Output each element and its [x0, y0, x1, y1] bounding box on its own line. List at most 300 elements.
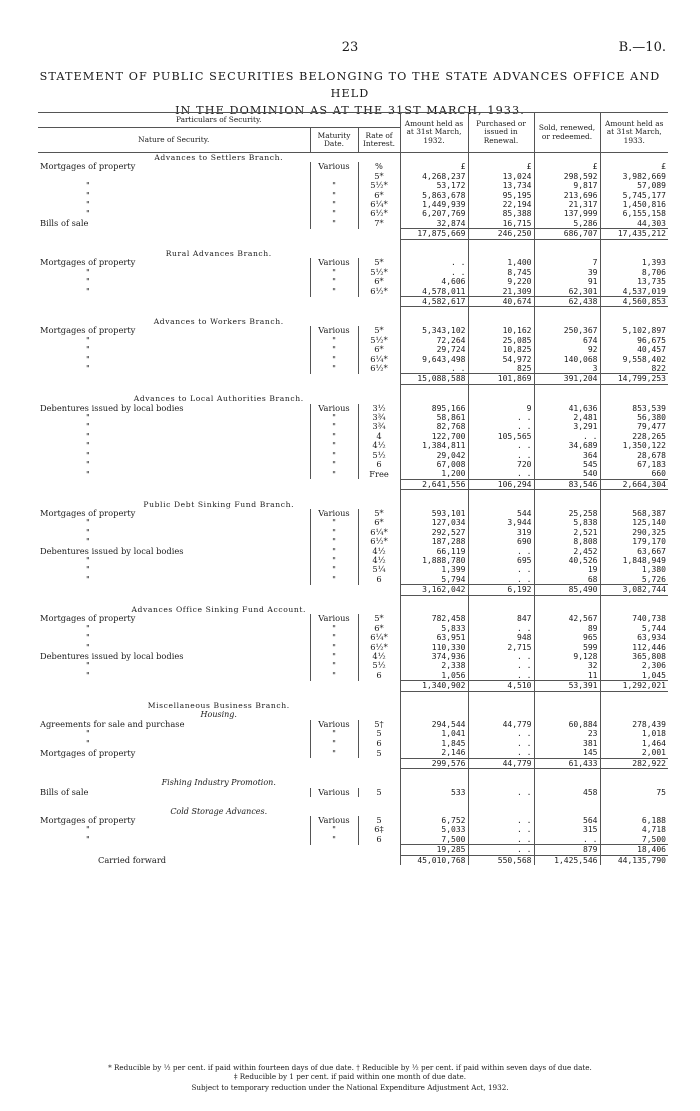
- maturity-date: Various: [310, 162, 358, 171]
- empty-cell: [468, 490, 534, 500]
- interest-rate: 5½: [358, 661, 400, 670]
- subtotal-held-1932: 4,582,617: [400, 297, 468, 307]
- sold-amount: 545: [534, 460, 600, 469]
- subtotal-held-1933: 14,799,253: [600, 374, 668, 384]
- table-row: [38, 643, 668, 652]
- table-row: [38, 413, 668, 422]
- security-name: ": [86, 267, 90, 277]
- empty-cell: [400, 691, 468, 701]
- spacer-row: [38, 490, 668, 500]
- empty-cell: [400, 239, 468, 249]
- empty-cell: [534, 249, 600, 258]
- section-heading: [38, 701, 668, 710]
- footnote-2: ‡ Reducible by 1 per cent. if paid within one month of due date.: [233, 1072, 467, 1081]
- subtotal-row: [38, 585, 668, 595]
- table-row: [38, 547, 668, 556]
- subtotal-label: [38, 585, 400, 595]
- footnote-3: Subject to temporary reduction under the National Expenditure Adjustment Act, 1932.: [191, 1083, 509, 1092]
- purchased-amount: 44,779: [468, 720, 534, 729]
- table-row: [38, 624, 668, 633]
- purchased-amount: . .: [468, 825, 534, 834]
- security-name: ": [86, 527, 90, 537]
- spacer-row: [38, 384, 668, 394]
- subtotal-held-1933: 3,082,744: [600, 585, 668, 595]
- title-line-1: STATEMENT OF PUBLIC SECURITIES BELONGING TO THE STATE ADVANCES OFFICE AND HELD: [39, 70, 661, 100]
- sold-amount: 298,592: [534, 172, 600, 181]
- maturity-date: Various: [310, 816, 358, 825]
- security-name: ": [86, 335, 90, 345]
- table-row: [38, 209, 668, 218]
- amount-held-1933: 1,380: [600, 565, 668, 574]
- amount-held-1933: 1,350,122: [600, 441, 668, 450]
- empty-cell: [534, 500, 600, 509]
- maturity-date: ": [310, 441, 358, 450]
- subtotal-held-1932: 1,340,902: [400, 681, 468, 691]
- table-row: [38, 219, 668, 229]
- empty-cell: [534, 710, 600, 719]
- empty-cell: [468, 153, 534, 163]
- amount-held-1933: 5,102,897: [600, 326, 668, 335]
- sold-amount: 5,838: [534, 518, 600, 527]
- amount-held-1933: 1,018: [600, 729, 668, 738]
- amount-held-1932: 1,384,811: [400, 441, 468, 450]
- maturity-date: ": [310, 277, 358, 286]
- section-heading: [38, 317, 668, 326]
- subtotal-row: [38, 297, 668, 307]
- table-row: [38, 432, 668, 441]
- document-reference: B.—10.: [618, 40, 666, 55]
- empty-cell: [534, 239, 600, 249]
- subtotal-sold: 62,438: [534, 297, 600, 307]
- empty-cell: [400, 317, 468, 326]
- section-heading: [38, 249, 668, 258]
- carried-forward-label: Carried forward: [98, 855, 167, 865]
- security-name: ": [86, 277, 90, 287]
- empty-cell: [534, 490, 600, 500]
- amount-held-1932: 67,008: [400, 460, 468, 469]
- empty-cell: [468, 605, 534, 614]
- empty-cell: [400, 768, 468, 778]
- amount-held-1932: 66,119: [400, 547, 468, 556]
- maturity-date: ": [310, 547, 358, 556]
- table-row: [38, 748, 668, 758]
- maturity-date: ": [310, 364, 358, 374]
- maturity-date: ": [310, 528, 358, 537]
- purchased-amount: 695: [468, 556, 534, 565]
- interest-rate: 5: [358, 729, 400, 738]
- security-name: Debentures issued by local bodies: [40, 403, 184, 413]
- purchased-amount: . .: [468, 652, 534, 661]
- amount-held-1932: 533: [400, 788, 468, 797]
- purchased-amount: . .: [468, 816, 534, 825]
- interest-rate: 4½: [358, 556, 400, 565]
- empty-cell: [534, 317, 600, 326]
- security-name: Mortgages of property: [40, 326, 136, 336]
- sold-amount: 540: [534, 469, 600, 479]
- sold-amount: 599: [534, 643, 600, 652]
- subtotal-held-1932: 299,576: [400, 758, 468, 768]
- subtotal-sold: 61,433: [534, 758, 600, 768]
- maturity-date: Various: [310, 404, 358, 413]
- interest-rate: 3¾: [358, 422, 400, 431]
- interest-rate: 6¼*: [358, 528, 400, 537]
- empty-cell: [400, 701, 468, 710]
- securities-table: [38, 112, 668, 865]
- amount-held-1932: 1,056: [400, 671, 468, 681]
- table-row: [38, 575, 668, 585]
- maturity-date: ": [310, 287, 358, 297]
- subsection-title: Housing.: [200, 710, 237, 720]
- sold-amount: 564: [534, 816, 600, 825]
- total-held-1932: 45,010,768: [400, 855, 468, 865]
- amount-held-1932: 127,034: [400, 518, 468, 527]
- amount-held-1932: . .: [400, 268, 468, 277]
- interest-rate: 6½*: [358, 364, 400, 374]
- subtotal-held-1932: 15,088,588: [400, 374, 468, 384]
- security-name: ": [86, 574, 90, 585]
- security-name: ": [86, 556, 90, 565]
- sold-amount: 7: [534, 258, 600, 267]
- empty-cell: [400, 384, 468, 394]
- amount-held-1933: 57,089: [600, 181, 668, 190]
- table-row: [38, 441, 668, 450]
- purchased-amount: 85,388: [468, 209, 534, 218]
- amount-held-1932: 374,936: [400, 652, 468, 661]
- sold-amount: 364: [534, 451, 600, 460]
- table-row: [38, 422, 668, 431]
- security-name: Mortgages of property: [40, 508, 136, 518]
- table-row: [38, 825, 668, 834]
- purchased-amount: . .: [468, 413, 534, 422]
- empty-cell: [534, 797, 600, 806]
- amount-held-1933: 75: [600, 788, 668, 797]
- security-name: Debentures issued by local bodies: [40, 652, 184, 662]
- table-row: [38, 364, 668, 374]
- security-name: Debentures issued by local bodies: [40, 546, 184, 556]
- amount-held-1933: 4,718: [600, 825, 668, 834]
- amount-held-1932: 5,343,102: [400, 326, 468, 335]
- sold-amount: 140,068: [534, 355, 600, 364]
- empty-cell: [400, 153, 468, 163]
- interest-rate: 6: [358, 835, 400, 845]
- header-held-1933: Amount held as at 31st March, 1933.: [600, 113, 668, 153]
- amount-held-1933: 63,934: [600, 633, 668, 642]
- spacer-cell: [38, 691, 400, 701]
- purchased-amount: . .: [468, 748, 534, 758]
- subtotal-row: [38, 845, 668, 855]
- subtotal-row: [38, 479, 668, 489]
- table-row: [38, 336, 668, 345]
- interest-rate: 5†: [358, 720, 400, 729]
- title-line-2: IN THE DOMINION AS AT THE 31ST MARCH, 1933.: [175, 104, 525, 117]
- interest-rate: 5*: [358, 172, 400, 181]
- subtotal-held-1933: 17,435,212: [600, 229, 668, 239]
- amount-held-1933: 96,675: [600, 336, 668, 345]
- security-name: ": [86, 537, 90, 547]
- amount-held-1933: 112,446: [600, 643, 668, 652]
- sold-amount: 11: [534, 671, 600, 681]
- section-title: Miscellaneous Business Branch.: [147, 701, 290, 711]
- subtotal-label: [38, 758, 400, 768]
- subtotal-label: [38, 229, 400, 239]
- empty-cell: [400, 778, 468, 787]
- sold-amount: 5,286: [534, 219, 600, 229]
- maturity-date: ": [310, 336, 358, 345]
- sold-amount: 68: [534, 575, 600, 585]
- maturity-date: ": [310, 209, 358, 218]
- table-row: [38, 633, 668, 642]
- security-name: ": [86, 450, 90, 460]
- amount-held-1932: 2,338: [400, 661, 468, 670]
- sold-amount: 32: [534, 661, 600, 670]
- empty-cell: [468, 317, 534, 326]
- total-sold: 1,425,546: [534, 855, 600, 865]
- sold-amount: 39: [534, 268, 600, 277]
- maturity-date: ": [310, 345, 358, 354]
- table-row: [38, 556, 668, 565]
- interest-rate: Free: [358, 469, 400, 479]
- table-row: [38, 528, 668, 537]
- purchased-amount: 9,220: [468, 277, 534, 286]
- sold-amount: 23: [534, 729, 600, 738]
- section-title: Advances to Settlers Branch.: [154, 153, 284, 162]
- empty-cell: [468, 797, 534, 806]
- interest-rate: 7*: [358, 219, 400, 229]
- empty-cell: [600, 500, 668, 509]
- page-number: 23: [341, 40, 359, 55]
- security-name: ": [86, 738, 90, 748]
- section-heading: [38, 605, 668, 614]
- sold-amount: 2,452: [534, 547, 600, 556]
- amount-held-1933: 13,735: [600, 277, 668, 286]
- spacer-cell: [38, 307, 400, 317]
- subtotal-sold: 83,546: [534, 479, 600, 489]
- table-row: [38, 355, 668, 364]
- security-name: Agreements for sale and purchase: [40, 719, 185, 729]
- interest-rate: 5*: [358, 614, 400, 623]
- table-row: [38, 509, 668, 518]
- maturity-date: ": [310, 432, 358, 441]
- amount-held-1933: 290,325: [600, 528, 668, 537]
- table-row: [38, 652, 668, 661]
- section-title: Advances Office Sinking Fund Account.: [131, 605, 307, 615]
- security-name: ": [86, 565, 90, 575]
- interest-rate: 4½: [358, 441, 400, 450]
- maturity-date: ": [310, 661, 358, 670]
- table-row: [38, 614, 668, 623]
- subtotal-label: [38, 374, 400, 384]
- subtotal-sold: 879: [534, 845, 600, 855]
- table-row: [38, 816, 668, 825]
- interest-rate: 5½*: [358, 268, 400, 277]
- table-row: [38, 162, 668, 171]
- amount-held-1932: 29,042: [400, 451, 468, 460]
- table-row: [38, 671, 668, 681]
- amount-held-1932: 82,768: [400, 422, 468, 431]
- security-name: Mortgages of property: [40, 162, 136, 172]
- security-name: ": [86, 209, 90, 219]
- maturity-date: ": [310, 624, 358, 633]
- sold-amount: 137,999: [534, 209, 600, 218]
- amount-held-1933: 5,726: [600, 575, 668, 585]
- empty-cell: [534, 701, 600, 710]
- empty-cell: [468, 595, 534, 605]
- maturity-date: Various: [310, 258, 358, 267]
- purchased-amount: 13,024: [468, 172, 534, 181]
- empty-cell: [468, 394, 534, 403]
- empty-cell: [468, 710, 534, 719]
- purchased-amount: 25,085: [468, 336, 534, 345]
- empty-cell: [468, 249, 534, 258]
- maturity-date: ": [310, 469, 358, 479]
- table-row: [38, 268, 668, 277]
- spacer-cell: [38, 490, 400, 500]
- purchased-amount: . .: [468, 624, 534, 633]
- table-row: [38, 451, 668, 460]
- subtotal-held-1932: 3,162,042: [400, 585, 468, 595]
- amount-held-1933: 28,678: [600, 451, 668, 460]
- maturity-date: ": [310, 835, 358, 845]
- security-name: ": [86, 459, 90, 469]
- empty-cell: [468, 807, 534, 816]
- interest-rate: 5*: [358, 509, 400, 518]
- security-name: ": [86, 354, 90, 364]
- subtotal-purchased: 44,779: [468, 758, 534, 768]
- interest-rate: 6: [358, 671, 400, 681]
- subtotal-row: [38, 374, 668, 384]
- purchased-amount: 544: [468, 509, 534, 518]
- maturity-date: Various: [310, 326, 358, 335]
- sold-amount: 9,817: [534, 181, 600, 190]
- interest-rate: 4½: [358, 547, 400, 556]
- spacer-row: [38, 239, 668, 249]
- empty-cell: [600, 307, 668, 317]
- sold-amount: 92: [534, 345, 600, 354]
- amount-held-1933: 125,140: [600, 518, 668, 527]
- section-title: Advances to Workers Branch.: [153, 316, 284, 326]
- empty-cell: [534, 807, 600, 816]
- amount-held-1933: 1,848,949: [600, 556, 668, 565]
- security-name: ": [86, 431, 90, 441]
- spacer-cell: [38, 768, 400, 778]
- subtotal-held-1932: 17,875,669: [400, 229, 468, 239]
- amount-held-1932: 63,951: [400, 633, 468, 642]
- purchased-amount: 3,944: [468, 518, 534, 527]
- interest-rate: 6: [358, 575, 400, 585]
- purchased-amount: £: [468, 162, 534, 171]
- spacer-cell: [38, 595, 400, 605]
- sold-amount: 674: [534, 336, 600, 345]
- amount-held-1932: 292,527: [400, 528, 468, 537]
- amount-held-1933: 8,706: [600, 268, 668, 277]
- table-row: [38, 739, 668, 748]
- empty-cell: [600, 691, 668, 701]
- maturity-date: ": [310, 748, 358, 758]
- security-name: ": [86, 469, 90, 479]
- maturity-date: ": [310, 518, 358, 527]
- maturity-date: ": [310, 191, 358, 200]
- security-name: ": [86, 441, 90, 451]
- amount-held-1932: 593,101: [400, 509, 468, 518]
- empty-cell: [600, 710, 668, 719]
- maturity-date: ": [310, 355, 358, 364]
- security-name: ": [86, 200, 90, 210]
- security-name: ": [86, 518, 90, 528]
- amount-held-1933: 1,393: [600, 258, 668, 267]
- sold-amount: 40,526: [534, 556, 600, 565]
- maturity-date: Various: [310, 788, 358, 797]
- purchased-amount: . .: [468, 547, 534, 556]
- empty-cell: [468, 691, 534, 701]
- sold-amount: 9,128: [534, 652, 600, 661]
- header-sold: Sold, renewed, or redeemed.: [534, 113, 600, 153]
- amount-held-1932: 294,544: [400, 720, 468, 729]
- interest-rate: 5¼: [358, 565, 400, 574]
- amount-held-1932: 7,500: [400, 835, 468, 845]
- empty-cell: [600, 239, 668, 249]
- table-row: [38, 720, 668, 729]
- empty-cell: [600, 807, 668, 816]
- subtotal-row: [38, 229, 668, 239]
- security-name: ": [86, 181, 90, 191]
- empty-cell: [600, 317, 668, 326]
- amount-held-1932: 58,861: [400, 413, 468, 422]
- amount-held-1932: 29,724: [400, 345, 468, 354]
- maturity-date: ": [310, 729, 358, 738]
- purchased-amount: . .: [468, 729, 534, 738]
- maturity-date: ": [310, 413, 358, 422]
- maturity-date: ": [310, 219, 358, 229]
- interest-rate: 6½*: [358, 287, 400, 297]
- purchased-amount: . .: [468, 469, 534, 479]
- empty-cell: [400, 249, 468, 258]
- amount-held-1933: 660: [600, 469, 668, 479]
- amount-held-1932: 2,146: [400, 748, 468, 758]
- empty-cell: [534, 153, 600, 163]
- empty-cell: [600, 394, 668, 403]
- table-row: [38, 287, 668, 297]
- table-row: [38, 181, 668, 190]
- subtotal-sold: 53,391: [534, 681, 600, 691]
- spacer-cell: [38, 384, 400, 394]
- empty-cell: [534, 778, 600, 787]
- header-purchased: Purchased or issued in Renewal.: [468, 113, 534, 153]
- spacer-cell: [38, 239, 400, 249]
- sold-amount: 21,317: [534, 200, 600, 209]
- empty-cell: [600, 384, 668, 394]
- purchased-amount: 10,825: [468, 345, 534, 354]
- header-maturity: Maturity Date.: [310, 128, 358, 153]
- empty-cell: [468, 384, 534, 394]
- subtotal-held-1932: 2,641,556: [400, 479, 468, 489]
- amount-held-1933: 67,183: [600, 460, 668, 469]
- security-name: Mortgages of property: [40, 815, 136, 825]
- amount-held-1933: 740,738: [600, 614, 668, 623]
- purchased-amount: 21,309: [468, 287, 534, 297]
- sold-amount: 965: [534, 633, 600, 642]
- subtotal-held-1933: 4,560,853: [600, 297, 668, 307]
- interest-rate: 4: [358, 432, 400, 441]
- purchased-amount: 847: [468, 614, 534, 623]
- subtotal-purchased: . .: [468, 845, 534, 855]
- subsection-title: Cold Storage Advances.: [170, 806, 268, 816]
- empty-cell: [600, 778, 668, 787]
- security-name: Bills of sale: [40, 218, 89, 229]
- amount-held-1932: 4,268,237: [400, 172, 468, 181]
- amount-held-1933: 822: [600, 364, 668, 374]
- spacer-row: [38, 768, 668, 778]
- purchased-amount: 319: [468, 528, 534, 537]
